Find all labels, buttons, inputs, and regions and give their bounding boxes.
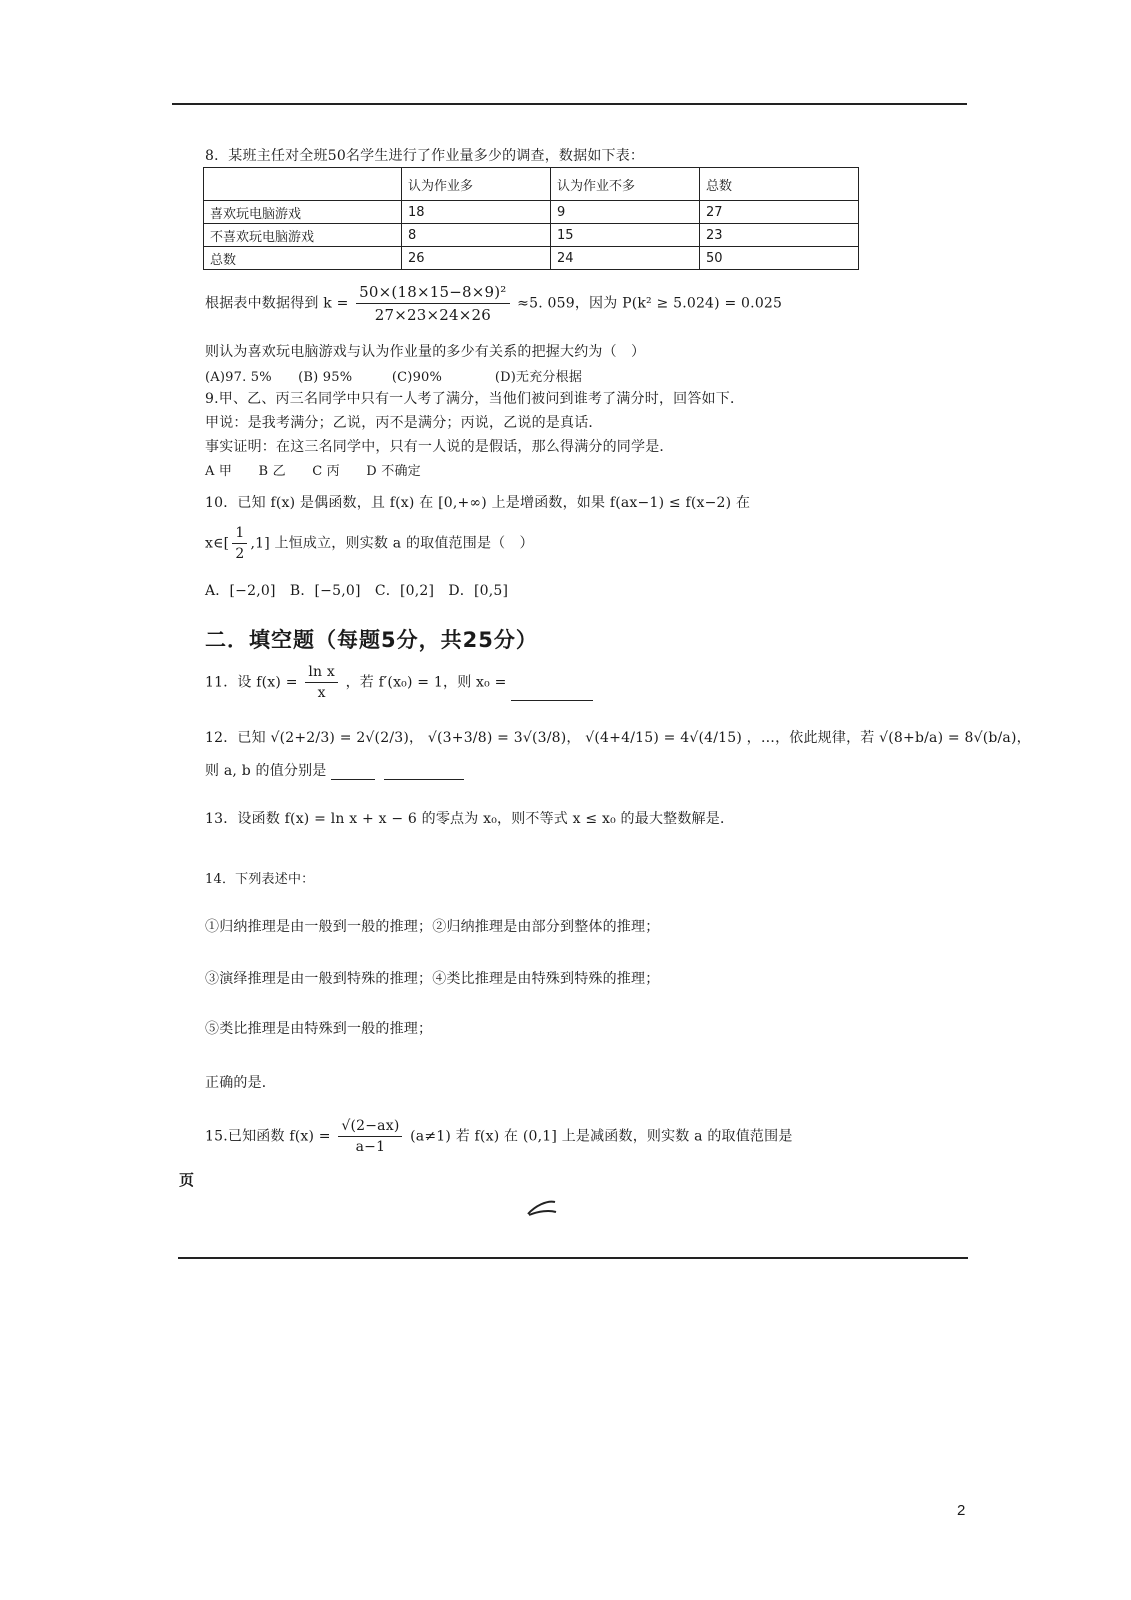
table-cell: 50 [700, 247, 859, 270]
table-cell: 9 [551, 201, 700, 224]
q11 [205, 664, 593, 701]
q15-fraction-denominator: a−1 [355, 1139, 386, 1155]
table-cell: 18 [402, 201, 551, 224]
table-cell: 不喜欢玩电脑游戏 [204, 224, 402, 247]
table-cell [204, 168, 402, 201]
table-row [204, 224, 859, 247]
section-title: 二．填空题（每题5分，共25分） [205, 628, 538, 652]
table-cell: 认为作业不多 [551, 168, 700, 201]
q11-fraction [305, 664, 338, 701]
q10-line2-suffix: ,1] 上恒成立，则实数 a 的取值范围是（ ） [250, 535, 534, 552]
table-cell: 27 [700, 201, 859, 224]
bottom-rule [178, 1257, 968, 1259]
q10-fraction-denominator: 2 [235, 546, 245, 562]
q11-answer-blank [511, 686, 593, 701]
q8-fraction [356, 283, 509, 324]
q12-line2-text: 则 a, b 的值分别是 [205, 763, 327, 779]
q15-fraction-numerator: √(2−ax) [338, 1118, 402, 1137]
table-row [204, 201, 859, 224]
q12-answer-blank-b [384, 765, 464, 780]
table-cell: 总数 [700, 168, 859, 201]
q11-fraction-numerator: ln x [305, 664, 338, 683]
q11-prefix: 11．设 f(x) = [205, 674, 298, 691]
page-number: 2 [957, 1502, 966, 1519]
q11-fraction-denominator: x [317, 685, 326, 701]
table-cell: 23 [700, 224, 859, 247]
table-cell: 8 [402, 224, 551, 247]
q12-prefix: 12．已知 [205, 730, 266, 746]
q8-options: (A)97. 5% (B) 95% (C)90% (D)无充分根据 [205, 370, 583, 385]
q8-formula [205, 283, 782, 324]
survey-table [203, 167, 859, 270]
q12-suffix: ，…，依此规律，若 √(8+b/a) = 8√(b/a)， [746, 730, 1031, 746]
q14-statement2: ③演绎推理是由一般到特殊的推理；④类比推理是由特殊到特殊的推理； [205, 971, 660, 987]
table-cell: 26 [402, 247, 551, 270]
table-cell: 15 [551, 224, 700, 247]
top-rule [172, 103, 967, 105]
q8-formula-suffix: ≈5. 059，因为 P(k² ≥ 5.024) = 0.025 [517, 295, 783, 312]
q10-fraction-numerator: 1 [232, 525, 247, 544]
table-cell: 喜欢玩电脑游戏 [204, 201, 402, 224]
q10-fraction [232, 525, 247, 562]
q9-options: A 甲 B 乙 C 丙 D 不确定 [205, 464, 421, 479]
q8-fraction-numerator: 50×(18×15−8×9)² [356, 283, 509, 304]
q8-formula-prefix: 根据表中数据得到 k = [205, 295, 349, 312]
q13: 13．设函数 f(x) = ln x + x − 6 的零点为 x₀，则不等式 x ≤ x₀ 的最大整数解是． [205, 811, 735, 827]
q15-prefix: 15.已知函数 f(x) = [205, 1128, 331, 1145]
q11-suffix: ，若 f′(x₀) = 1，则 x₀ = [345, 674, 507, 691]
table-cell: 认为作业多 [402, 168, 551, 201]
q8-question: 则认为喜欢玩电脑游戏与认为作业量的多少有关系的把握大约为（ ） [205, 344, 646, 360]
q14-statement1: ①归纳推理是由一般到一般的推理；②归纳推理是由部分到整体的推理； [205, 919, 660, 935]
q15-fraction [338, 1118, 402, 1155]
handwritten-mark-icon [525, 1196, 559, 1218]
q12: 12．已知 √(2+2/3) = 2√(2/3)， √(3+3/8) = 3√(3/8)， √(4+4/15) = 4√(4/15) ，…，依此规律，若 √(8+b/a) = 8√(b/a)， [205, 730, 1031, 746]
q10-options: A．[−2,0] B．[−5,0] C．[0,2] D．[0,5] [205, 583, 509, 599]
q12-answer-blank-a [331, 765, 375, 780]
q9-line1: 9.甲、乙、丙三名同学中只有一人考了满分，当他们被问到谁考了满分时，回答如下． [205, 391, 745, 407]
table-header-row [204, 168, 859, 201]
q12-line2 [205, 760, 464, 780]
q9-line3: 事实证明：在这三名同学中，只有一人说的是假话，那么得满分的同学是． [205, 439, 674, 455]
q8-intro: 8．某班主任对全班50名学生进行了作业量多少的调查，数据如下表： [205, 148, 645, 164]
q12-expr1: √(2+2/3) = 2√(2/3) [270, 730, 410, 746]
q10-line2 [205, 525, 534, 562]
q14-answer: 正确的是． [205, 1075, 276, 1091]
stray-character: 页 [179, 1171, 195, 1189]
q12-expr3: √(4+4/15) = 4√(4/15) [585, 730, 743, 746]
q12-expr2: √(3+3/8) = 3√(3/8) [427, 730, 567, 746]
table-row [204, 247, 859, 270]
q15-suffix: (a≠1) 若 f(x) 在 (0,1] 上是减函数，则实数 a 的取值范围是 [410, 1128, 793, 1145]
q10-line1: 10．已知 f(x) 是偶函数，且 f(x) 在 [0,+∞) 上是增函数，如果 f(ax−1) ≤ f(x−2) 在 [205, 495, 751, 511]
q8-fraction-denominator: 27×23×24×26 [374, 306, 491, 324]
table-cell: 总数 [204, 247, 402, 270]
table-cell: 24 [551, 247, 700, 270]
q10-line2-prefix: x∈[ [205, 535, 230, 552]
q14-intro: 14．下列表述中： [205, 872, 315, 887]
q15 [205, 1118, 793, 1155]
q9-line2: 甲说：是我考满分；乙说，丙不是满分；丙说，乙说的是真话． [205, 415, 603, 431]
q14-statement3: ⑤类比推理是由特殊到一般的推理； [205, 1021, 433, 1037]
